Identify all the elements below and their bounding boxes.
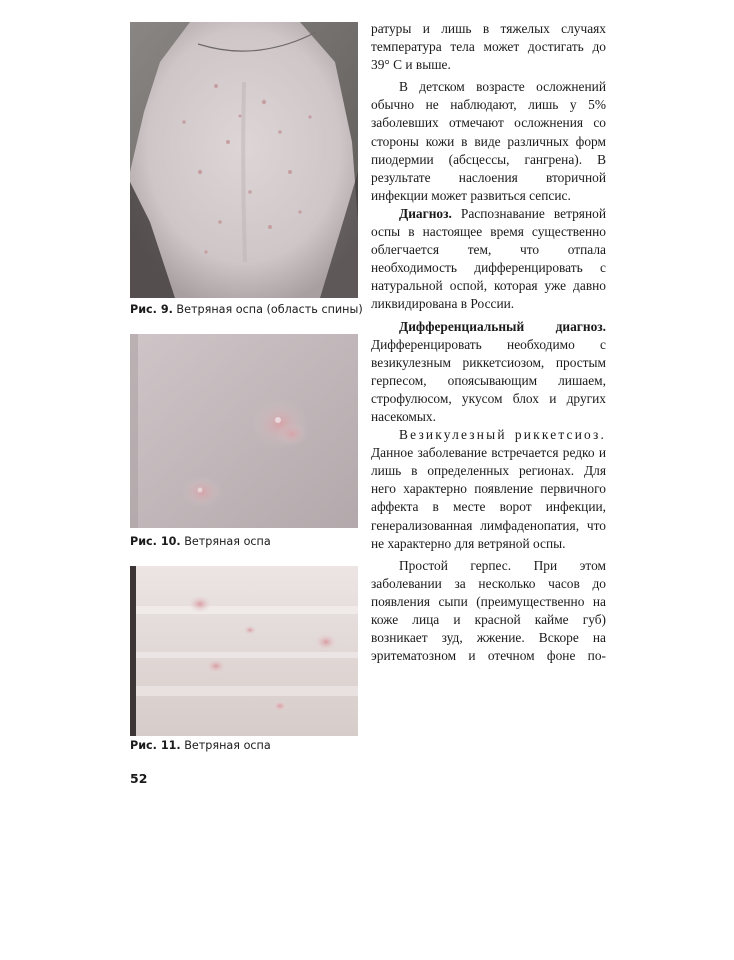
figure-10-caption-text: Ветряная оспа (184, 535, 271, 548)
rickettsiosis-heading: Везикулезный риккетсиоз. (399, 427, 606, 443)
figure-9-caption (130, 303, 364, 317)
rickettsiosis-body: Данное заболевание встречается редко и лишь в определенных регионах. Для него характерно появление первичного аффекта в месте ворот инфекции, генерализованная лимфаденопатия, что не характерно для ветряной оспы. (371, 445, 606, 551)
figure-9-caption-text: Ветряная оспа (область спины) (176, 303, 363, 316)
paragraph-herpes: Простой герпес. При этом заболевании за несколько часов до появления сыпи (преимущественно на коже лица и красной кайме губ) возникает зуд, жжение. Вскоре на эритематозном и отечном фоне по- (371, 557, 606, 664)
figure-10-photo (130, 334, 358, 528)
figure-10-caption (130, 535, 364, 549)
differential-heading: Дифференциальный диагноз. (399, 318, 606, 334)
figure-11-caption-text: Ветряная оспа (184, 739, 271, 752)
paragraph-differential (371, 318, 606, 427)
diagnosis-body: Распознавание ветряной оспы в настоящее время существенно облегчается тем, что отпала необходимость дифференцировать с натуральной оспой, которая уже давно ликвидирована в России. (371, 205, 606, 312)
diagnosis-heading: Диагноз. (399, 205, 452, 221)
figure-11-caption (130, 739, 364, 753)
paragraph-diagnosis (371, 205, 606, 314)
paragraph-complications: В детском возрасте осложнений обычно не наблюдают, лишь у 5% заболевших отмечают осложнения со стороны кожи в виде различных форм пиодермии (абсцессы, гангрена). В результате наслоения вторичной инфекции может развиться сепсис. (371, 79, 606, 203)
differential-body: Дифференцировать необходимо с везикулезным риккетсиозом, простым герпесом, опоясывающим лишаем, строфулюсом, укусом блох и других насекомых. (371, 336, 606, 424)
paragraph-temperature: ратуры и лишь в тяжелых случаях температура тела может достигать до 39° С и выше. (371, 21, 606, 73)
page-number: 52 (130, 771, 148, 786)
text-column (371, 20, 606, 665)
figure-10-number: Рис. 10. (130, 535, 181, 548)
figure-11-photo (130, 566, 358, 736)
figure-9-photo (130, 22, 358, 298)
figure-11-number: Рис. 11. (130, 739, 181, 752)
figure-9-number: Рис. 9. (130, 303, 173, 316)
paragraph-rickettsiosis (371, 426, 606, 553)
